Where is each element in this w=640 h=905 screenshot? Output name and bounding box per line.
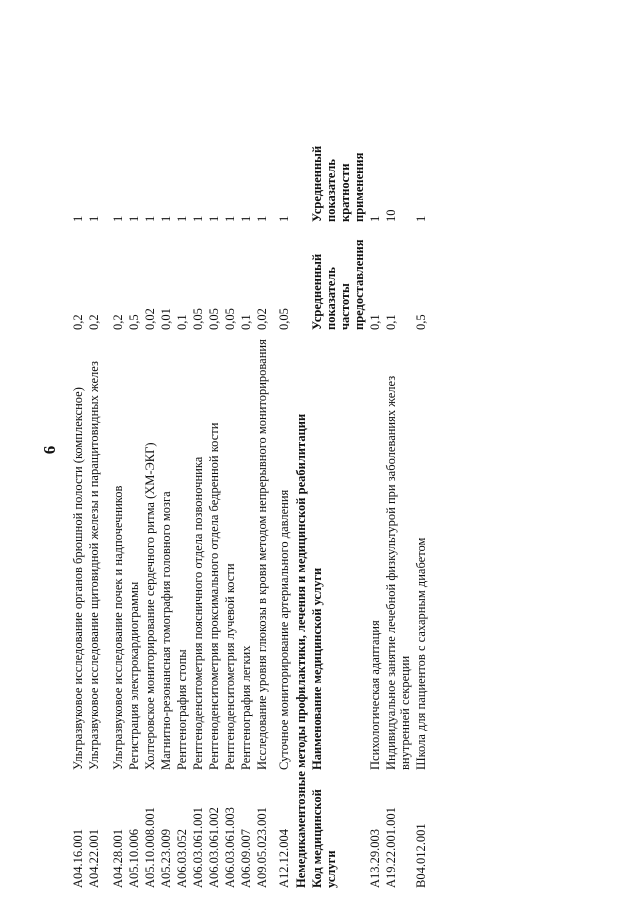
service-code: A06.03.061.001: [191, 807, 205, 888]
frequency-value: 0,05: [207, 308, 221, 330]
multiplicity-value: 1: [223, 215, 237, 222]
frequency-value: 0,02: [255, 308, 269, 330]
header-frequency: Усредненный показатель частоты предоставления: [310, 239, 366, 330]
service-name: Рентгеноденситометрия поясничного отдела позвоночника: [191, 456, 205, 770]
service-code: A06.03.061.002: [207, 807, 221, 888]
header-name: Наименование медицинской услуги: [310, 567, 324, 770]
frequency-value: 0,2: [111, 314, 125, 330]
section-heading-row: [292, 10, 309, 890]
header-code: Код медицинской услуги: [310, 789, 338, 888]
service-code: A05.23.009: [159, 828, 173, 888]
table-row: [383, 10, 413, 890]
frequency-value: 0,05: [277, 308, 291, 330]
table-row: [110, 10, 126, 890]
table-row: [86, 10, 102, 890]
rotated-page: [30, 10, 630, 890]
service-name: Рентгенография стопы: [175, 649, 189, 770]
service-name: Рентгеноденситометрия проксимального отдела бедренной кости: [207, 422, 221, 770]
multiplicity-value: 1: [71, 215, 85, 222]
multiplicity-value: 1: [175, 215, 189, 222]
frequency-value: 0,01: [159, 308, 173, 330]
table-row: [190, 10, 206, 890]
service-code: A12.12.004: [277, 828, 291, 888]
service-code: A19.22.001.001: [384, 807, 398, 888]
table-row: [158, 10, 174, 890]
frequency-value: 0,1: [384, 314, 398, 330]
service-name: Ультразвуковое исследование органов брюшной полости (комплексное): [71, 387, 85, 770]
multiplicity-value: 1: [87, 215, 101, 222]
frequency-value: 0,5: [127, 314, 141, 330]
service-name: Индивидуальное занятие лечебной физкультурой при заболеваниях желез внутренней секреции: [384, 375, 412, 770]
service-name: Ультразвуковое исследование щитовидной железы и паращитовидных желез: [87, 361, 101, 770]
table-row: [126, 10, 142, 890]
multiplicity-value: 1: [277, 215, 291, 222]
table-row: [70, 10, 86, 890]
service-name: Магнитно-резонансная томография головного мозга: [159, 491, 173, 770]
multiplicity-value: 10: [384, 209, 398, 222]
service-name: Холтеровское мониторирование сердечного ритма (ХМ-ЭКГ): [143, 442, 157, 770]
multiplicity-value: 1: [159, 215, 173, 222]
service-name: Ультразвуковое исследование почек и надпочечников: [111, 485, 125, 770]
multiplicity-value: 1: [414, 215, 428, 222]
service-code: B04.012.001: [414, 823, 428, 888]
table-row: [174, 10, 190, 890]
frequency-value: 0,1: [239, 314, 253, 330]
service-code: A04.28.001: [111, 828, 125, 888]
table-row: [254, 10, 270, 890]
table-row: [238, 10, 254, 890]
header-multiplicity: Усредненный показатель кратности применения: [310, 145, 366, 222]
frequency-value: 0,1: [368, 314, 382, 330]
multiplicity-value: 1: [255, 215, 269, 222]
frequency-value: 0,1: [175, 314, 189, 330]
frequency-value: 0,5: [414, 314, 428, 330]
service-code: A04.16.001: [71, 828, 85, 888]
multiplicity-value: 1: [143, 215, 157, 222]
page-number: 6: [40, 445, 59, 455]
services-table: [70, 10, 429, 890]
frequency-value: 0,02: [143, 308, 157, 330]
frequency-value: 0,05: [223, 308, 237, 330]
frequency-value: 0,2: [71, 314, 85, 330]
service-code: A06.03.061.003: [223, 807, 237, 888]
service-code: A13.29.003: [368, 828, 382, 888]
multiplicity-value: 1: [127, 215, 141, 222]
table-header-row: [309, 10, 367, 890]
multiplicity-value: 1: [191, 215, 205, 222]
multiplicity-value: 1: [239, 215, 253, 222]
frequency-value: 0,05: [191, 308, 205, 330]
table-row: [367, 10, 383, 890]
service-name: Рентгенография легких: [239, 645, 253, 770]
service-code: A04.22.001: [87, 828, 101, 888]
frequency-value: 0,2: [87, 314, 101, 330]
service-name: Суточное мониторирование артериального давления: [277, 489, 291, 770]
table-row: [413, 10, 429, 890]
table-row: [222, 10, 238, 890]
service-code: A05.10.006: [127, 828, 141, 888]
service-code: A06.03.052: [175, 828, 189, 888]
service-name: Психологическая адаптация: [368, 620, 382, 770]
service-name: Исследование уровня глюкозы в крови методом непрерывного мониторирования: [255, 339, 269, 770]
service-code: A09.05.023.001: [255, 807, 269, 888]
table-row: [206, 10, 222, 890]
multiplicity-value: 1: [111, 215, 125, 222]
service-name: Регистрация электрокардиограммы: [127, 581, 141, 770]
table-row: [276, 10, 292, 890]
multiplicity-value: 1: [207, 215, 221, 222]
table-row: [142, 10, 158, 890]
service-code: A06.09.007: [239, 828, 253, 888]
service-name: Рентгеноденситометрия лучевой кости: [223, 563, 237, 770]
multiplicity-value: 1: [368, 215, 382, 222]
service-name: Школа для пациентов с сахарным диабетом: [414, 537, 428, 770]
section-title: Немедикаментозные методы профилактики, лечения и медицинской реабилитации: [294, 413, 308, 888]
service-code: A05.10.008.001: [143, 807, 157, 888]
